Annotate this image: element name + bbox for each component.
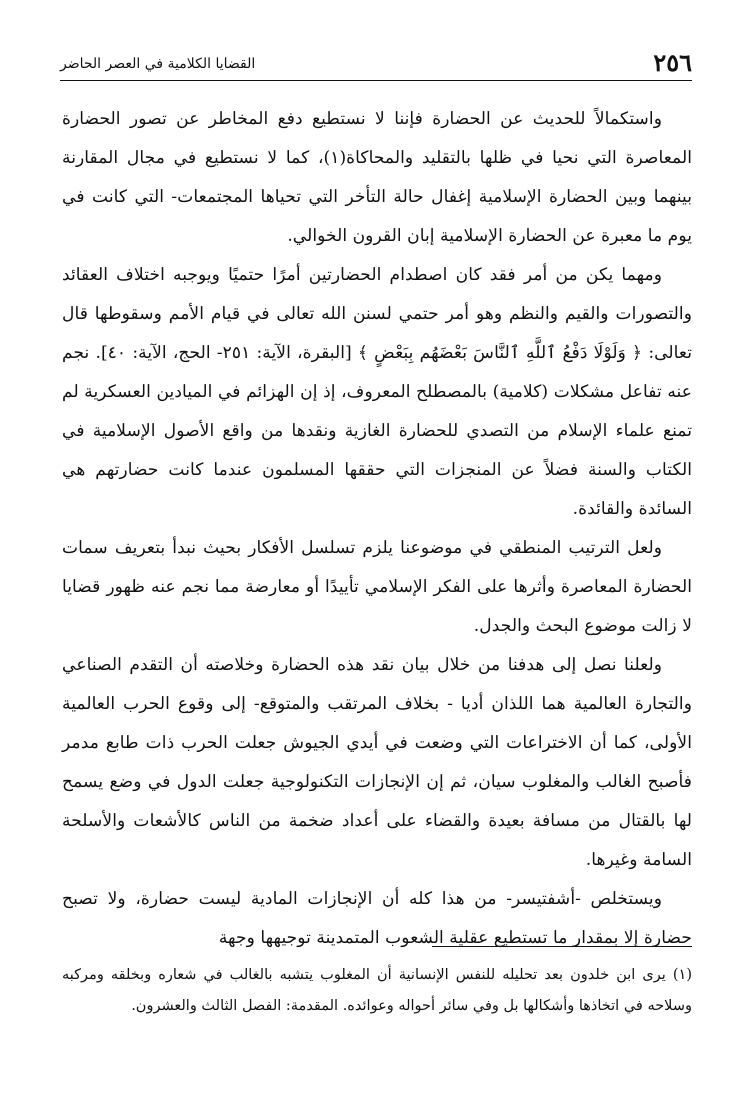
page-number: ٢٥٦ (653, 48, 692, 77)
paragraph: ومهما يكن من أمر فقد كان اصطدام الحضارتين أمرًا حتميًا ويوجبه اختلاف العقائد والتصورات والقيم والنظم وهو أمر حتمي لسنن الله تعالى في قيام الأمم وسقوطها قال تعالى: ﴿ وَلَوْلَا دَفْعُ ٱللَّهِ ٱلنَّاسَ بَعْضَهُم بِبَعْضٍ ﴾ [البقرة، الآية: ٢٥١- الحج، الآية: ٤٠]. نجم عنه تفاعل مشكلات (كلامية) بالمصطلح المعروف، إذ إن الهزائم في الميادين العسكرية لم تمنع علماء الإسلام من التصدي للحضارة الغازية ونقدها من واقع الأصول الإسلامية في الكتاب والسنة فضلاً عن المنجزات التي حققها المسلمون عندما كانت حضارتهم هي السائدة والقائدة. (62, 265, 692, 519)
paragraph: ولعلنا نصل إلى هدفنا من خلال بيان نقد هذه الحضارة وخلاصته أن التقدم الصناعي والتجارة العالمية هما اللذان أديا - بخلاف المرتقب والمتوقع- إلى وقوع الحرب العالمية الأولى، كما أن الاختراعات التي وضعت في أيدي الجيوش جعلت الحرب ذات طابع مدمر فأصبح الغالب والمغلوب سيان، ثم إن الإنجازات التكنولوجية جعلت الدول في وضع يسمح لها بالقتال من مسافة بعيدة والقضاء على أعداد ضخمة من الناس كالأشعات والأسلحة السامة وغيرها. (62, 655, 692, 870)
footnote-divider (432, 946, 692, 947)
paragraph: ولعل الترتيب المنطقي في موضوعنا يلزم تسلسل الأفكار بحيث نبدأ بتعريف سمات الحضارة المعاصرة وأثرها على الفكر الإسلامي تأييدًا أو معارضة مما نجم عنه ظهور قضايا لا زالت موضوع البحث والجدل. (62, 538, 692, 636)
body-text (62, 100, 692, 958)
paragraph: واستكمالاً للحديث عن الحضارة فإننا لا نستطيع دفع المخاطر عن تصور الحضارة المعاصرة التي نحيا في ظلها بالتقليد والمحاكاة(١)، كما لا نستطيع في مجال المقارنة بينهما وبين الحضارة الإسلامية إغفال حالة التأخر التي تحياها المجتمعات- التي كانت في يوم ما معبرة عن الحضارة الإسلامية إبان القرون الخوالي. (62, 109, 692, 246)
footnote (62, 960, 692, 1022)
paragraph: ويستخلص -أشفتيسر- من هذا كله أن الإنجازات المادية ليست حضارة، ولا تصبح حضارة إلا بمقدار ما تستطيع عقلية الشعوب المتمدينة توجيهها وجهة (62, 889, 692, 948)
running-header (60, 48, 692, 78)
footnote-text: (١) يرى ابن خلدون بعد تحليله للنفس الإنسانية أن المغلوب يتشبه بالغالب في شعاره وبخلقه ومركبه وسلاحه في اتخاذها وأشكالها بل وفي سائر أحواله وعوائده. المقدمة: الفصل الثالث والعشرون. (62, 967, 692, 1014)
running-header-title: القضايا الكلامية في العصر الحاضر (60, 56, 256, 72)
header-divider (60, 80, 692, 81)
